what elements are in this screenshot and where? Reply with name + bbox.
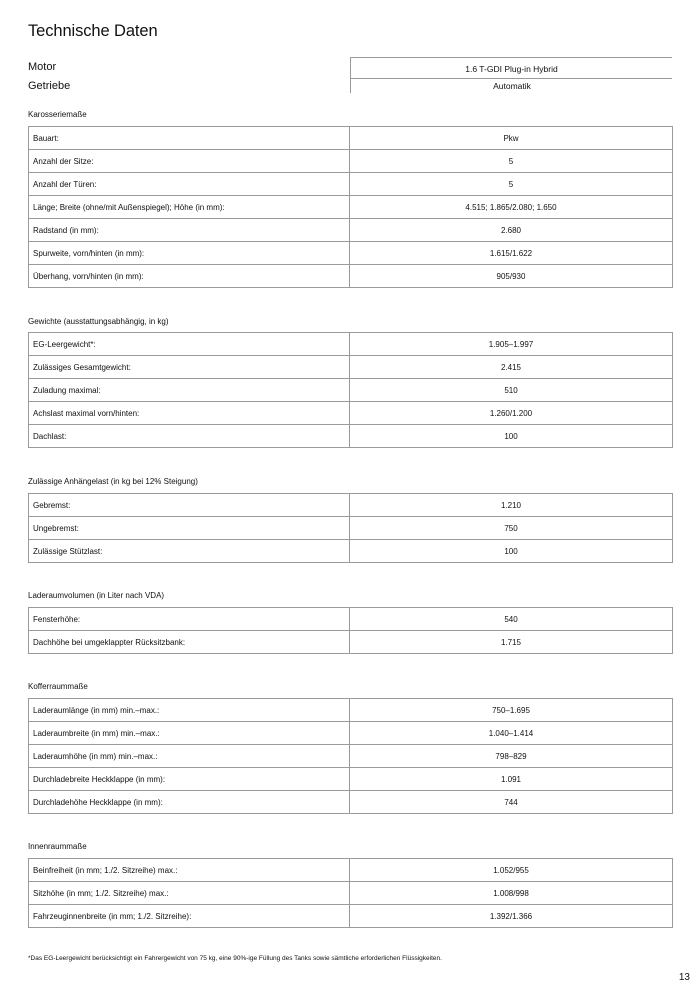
row-value: 2.415 [350, 356, 673, 379]
getriebe-label: Getriebe [28, 80, 71, 92]
table-row [29, 768, 673, 791]
row-value: 5 [350, 173, 673, 196]
table-row [29, 494, 673, 517]
section-title-kofferraummasse: Kofferraummaße [28, 682, 88, 691]
row-label: Laderaumhöhe (in mm) min.–max.: [29, 745, 350, 768]
table-row [29, 333, 673, 356]
row-value: 5 [350, 150, 673, 173]
row-value: 1.052/955 [350, 859, 673, 882]
row-label: Achslast maximal vorn/hinten: [29, 402, 350, 425]
row-label: Dachlast: [29, 425, 350, 448]
table-row [29, 425, 673, 448]
table-gewichte [28, 332, 673, 448]
section-title-innenraummasse: Innenraummaße [28, 842, 87, 851]
page-title: Technische Daten [28, 22, 158, 40]
row-label: Länge; Breite (ohne/mit Außenspiegel); Höhe (in mm): [29, 196, 350, 219]
row-label: Durchladebreite Heckklappe (in mm): [29, 768, 350, 791]
table-row [29, 631, 673, 654]
getriebe-row [28, 79, 672, 93]
table-row [29, 379, 673, 402]
row-value: 1.260/1.200 [350, 402, 673, 425]
table-row [29, 402, 673, 425]
row-value: 905/930 [350, 265, 673, 288]
row-label: Zulässige Stützlast: [29, 540, 350, 563]
row-value: 750 [350, 517, 673, 540]
row-value: 798–829 [350, 745, 673, 768]
row-label: Anzahl der Türen: [29, 173, 350, 196]
row-label: Dachhöhe bei umgeklappter Rücksitzbank: [29, 631, 350, 654]
row-value: 1.715 [350, 631, 673, 654]
row-label: Zulässiges Gesamtgewicht: [29, 356, 350, 379]
table-row [29, 882, 673, 905]
getriebe-value: Automatik [350, 79, 673, 93]
table-laderaumvolumen [28, 607, 673, 654]
row-value: 1.040–1.414 [350, 722, 673, 745]
table-row [29, 150, 673, 173]
row-value: 1.905–1.997 [350, 333, 673, 356]
motor-row [28, 57, 672, 79]
page-number: 13 [678, 972, 690, 983]
row-value: 750–1.695 [350, 699, 673, 722]
row-value: 510 [350, 379, 673, 402]
row-label: Ungebremst: [29, 517, 350, 540]
table-row [29, 745, 673, 768]
row-label: Radstand (in mm): [29, 219, 350, 242]
row-label: Zuladung maximal: [29, 379, 350, 402]
row-value: 1.615/1.622 [350, 242, 673, 265]
row-value: 744 [350, 791, 673, 814]
table-row [29, 219, 673, 242]
row-label: Überhang, vorn/hinten (in mm): [29, 265, 350, 288]
row-label: Bauart: [29, 127, 350, 150]
row-label: Durchladehöhe Heckklappe (in mm): [29, 791, 350, 814]
row-label: Sitzhöhe (in mm; 1./2. Sitzreihe) max.: [29, 882, 350, 905]
row-value: Pkw [350, 127, 673, 150]
row-label: Fensterhöhe: [29, 608, 350, 631]
section-title-gewichte: Gewichte (ausstattungsabhängig, in kg) [28, 317, 169, 326]
row-value: 1.210 [350, 494, 673, 517]
table-row [29, 608, 673, 631]
row-label: Beinfreiheit (in mm; 1./2. Sitzreihe) max.: [29, 859, 350, 882]
row-value: 1.091 [350, 768, 673, 791]
row-value: 1.008/998 [350, 882, 673, 905]
table-row [29, 242, 673, 265]
row-label: Anzahl der Sitze: [29, 150, 350, 173]
table-row [29, 699, 673, 722]
row-label: Fahrzeuginnenbreite (in mm; 1./2. Sitzreihe): [29, 905, 350, 928]
table-row [29, 196, 673, 219]
table-row [29, 517, 673, 540]
table-row [29, 127, 673, 150]
row-value: 100 [350, 425, 673, 448]
row-label: Spurweite, vorn/hinten (in mm): [29, 242, 350, 265]
table-row [29, 356, 673, 379]
motor-value: 1.6 T-GDI Plug-in Hybrid [350, 57, 672, 79]
row-value: 2.680 [350, 219, 673, 242]
row-value: 4.515; 1.865/2.080; 1.650 [350, 196, 673, 219]
section-title-karosseriemasse: Karosseriemaße [28, 110, 87, 119]
row-value: 100 [350, 540, 673, 563]
table-anhaengelast [28, 493, 673, 563]
section-title-laderaumvolumen: Laderaumvolumen (in Liter nach VDA) [28, 591, 165, 600]
row-label: Gebremst: [29, 494, 350, 517]
motor-label: Motor [28, 61, 57, 73]
table-row [29, 859, 673, 882]
footnote: *Das EG-Leergewicht berücksichtigt ein Fahrergewicht von 75 kg, eine 90%-ige Füllung des Tanks sowie sämtliche erforderlichen Flüssigkeiten. [28, 955, 442, 962]
table-kofferraummasse [28, 698, 673, 814]
row-value: 1.392/1.366 [350, 905, 673, 928]
section-title-anhaengelast: Zulässige Anhängelast (in kg bei 12% Steigung) [28, 477, 198, 486]
table-innenraummasse [28, 858, 673, 928]
row-label: Laderaumlänge (in mm) min.–max.: [29, 699, 350, 722]
table-row [29, 265, 673, 288]
table-row [29, 905, 673, 928]
row-value: 540 [350, 608, 673, 631]
row-label: Laderaumbreite (in mm) min.–max.: [29, 722, 350, 745]
table-row [29, 540, 673, 563]
table-row [29, 173, 673, 196]
table-karosseriemasse [28, 126, 673, 288]
table-row [29, 791, 673, 814]
row-label: EG-Leergewicht*: [29, 333, 350, 356]
table-row [29, 722, 673, 745]
